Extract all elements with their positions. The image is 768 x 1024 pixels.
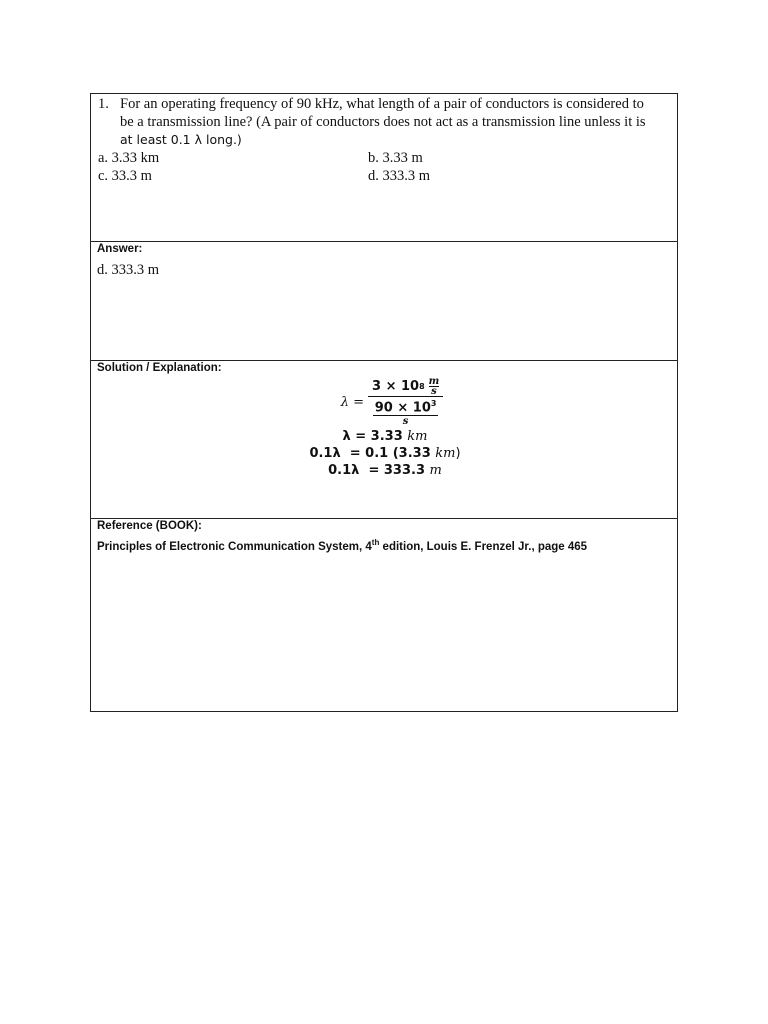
answer-label: Answer:: [97, 243, 143, 255]
fraction-numerator: [368, 377, 443, 396]
numerator-unit: [429, 377, 440, 396]
numerator-unit-bottom: s: [431, 386, 437, 397]
option-d: d. 333.3 m: [368, 168, 431, 184]
wavelength-result-value: λ = 3.33: [342, 429, 408, 445]
option-c: c. 33.3 m: [98, 168, 152, 184]
denominator-value-wrap: [373, 399, 439, 416]
reference-text-main: Principles of Electronic Communication System, 4: [97, 540, 372, 553]
option-b: b. 3.33 m: [368, 150, 423, 166]
question-text-line3: at least 0.1 λ long.): [120, 132, 242, 147]
option-a: a. 3.33 km: [98, 150, 160, 166]
solution-cell: [91, 361, 677, 519]
reference-cell: [91, 519, 677, 711]
solution-label: Solution / Explanation:: [97, 362, 222, 374]
question-cell: [91, 94, 677, 242]
reference-text-rest: edition, Louis E. Frenzel Jr., page 465: [379, 540, 588, 553]
tenth-wavelength-line: [91, 445, 679, 462]
question-text-line1: For an operating frequency of 90 kHz, what length of a pair of conductors is considered to: [120, 96, 644, 112]
reference-label: Reference (BOOK):: [97, 520, 202, 532]
wavelength-fraction: [368, 377, 443, 427]
final-length-unit: m: [429, 463, 442, 479]
numerator-unit-top: m: [428, 376, 440, 387]
final-length-value: 0.1λ = 333.3: [328, 463, 430, 479]
question-sheet: [90, 93, 678, 712]
wavelength-fraction-row: [105, 377, 679, 427]
denominator-unit: s: [402, 416, 409, 428]
wavelength-result: [91, 428, 679, 445]
answer-value: d. 333.3 m: [97, 262, 160, 278]
tenth-wavelength-value: 0.1λ = 0.1 (3.33: [309, 446, 436, 462]
reference-edition-suffix: th: [371, 538, 380, 547]
numerator-value: 3 × 10: [372, 379, 420, 394]
denominator-value: 90 × 10: [374, 400, 431, 416]
solution-math: [91, 377, 679, 479]
lambda-lhs: λ =: [340, 394, 364, 410]
numerator-exponent: 8: [419, 382, 425, 391]
question-text: [120, 95, 672, 149]
tenth-wavelength-unit: km: [435, 446, 456, 462]
fraction-denominator: [369, 397, 443, 427]
wavelength-result-unit: km: [407, 429, 428, 445]
final-length-line: [91, 462, 679, 479]
reference-text: [97, 538, 587, 553]
answer-cell: [91, 242, 677, 361]
tenth-wavelength-close: ): [455, 446, 461, 462]
denominator-exponent: 3: [430, 399, 437, 408]
question-text-line2: be a transmission line? (A pair of conductors does not act as a transmission line unless it is: [120, 114, 646, 130]
question-number: 1.: [98, 96, 109, 112]
